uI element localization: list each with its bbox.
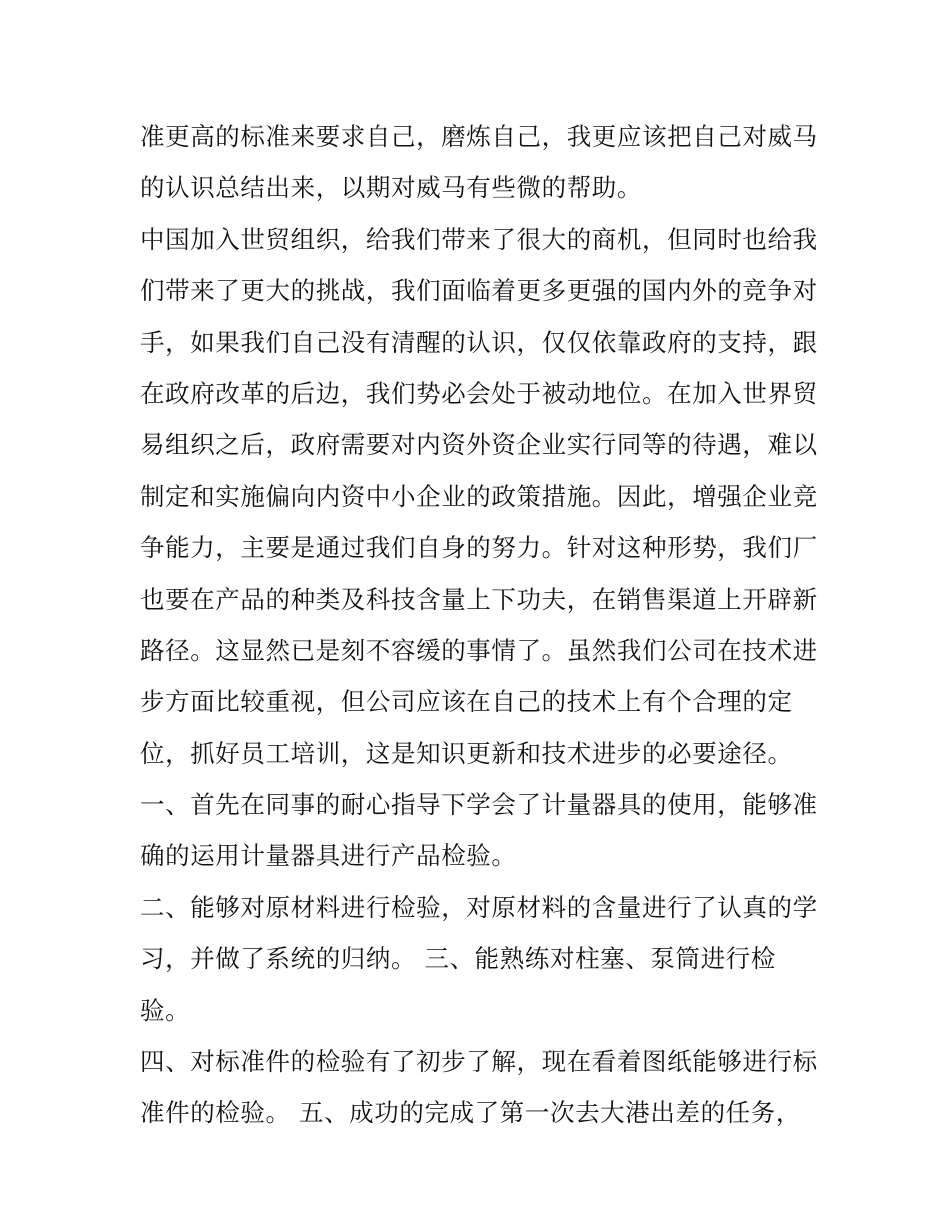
text-line: 步方面比较重视，但公司应该在自己的技术上有个合理的定: [140, 687, 793, 717]
text-line: 易组织之后，政府需要对内资外资企业实行同等的待遇，难以: [140, 430, 818, 460]
text-line: 位，抓好员工培训，这是知识更新和技术进步的必要途径。: [140, 738, 793, 768]
text-line: 验。: [140, 995, 191, 1025]
text-line: 准件的检验。 五、成功的完成了第一次去大港出差的任务，: [140, 1098, 801, 1128]
text-line: 二、能够对原材料进行检验，对原材料的含量进行了认真的学: [140, 892, 818, 922]
text-line: 一、首先在同事的耐心指导下学会了计量器具的使用，能够准: [140, 790, 818, 820]
text-line: 制定和实施偏向内资中小企业的政策措施。因此，增强企业竞: [140, 481, 818, 511]
text-line: 在政府改革的后边，我们势必会处于被动地位。在加入世界贸: [140, 378, 818, 408]
text-line: 习，并做了系统的归纳。 三、能熟练对柱塞、泵筒进行检: [140, 944, 776, 974]
body-text: [140, 111, 830, 1139]
text-line: 四、对标准件的检验有了初步了解，现在看着图纸能够进行标: [140, 1047, 818, 1077]
text-line: 准更高的标准来要求自己，磨炼自己，我更应该把自己对威马: [140, 122, 818, 151]
text-line: 路径。这显然已是刻不容缓的事情了。虽然我们公司在技术进: [140, 635, 818, 665]
text-line: 争能力，主要是通过我们自身的努力。针对这种形势，我们厂: [140, 533, 818, 563]
text-line: 也要在产品的种类及科技含量上下功夫，在销售渠道上开辟新: [140, 584, 818, 614]
text-line: 的认识总结出来，以期对威马有些微的帮助。: [140, 173, 642, 203]
text-line: 确的运用计量器具进行产品检验。: [140, 841, 517, 871]
text-line: 中国加入世贸组织，给我们带来了很大的商机，但同时也给我: [140, 224, 818, 254]
text-line: 手，如果我们自己没有清醒的认识，仅仅依靠政府的支持，跟: [140, 327, 818, 357]
text-line: 们带来了更大的挑战，我们面临着更多更强的国内外的竞争对: [140, 276, 818, 306]
